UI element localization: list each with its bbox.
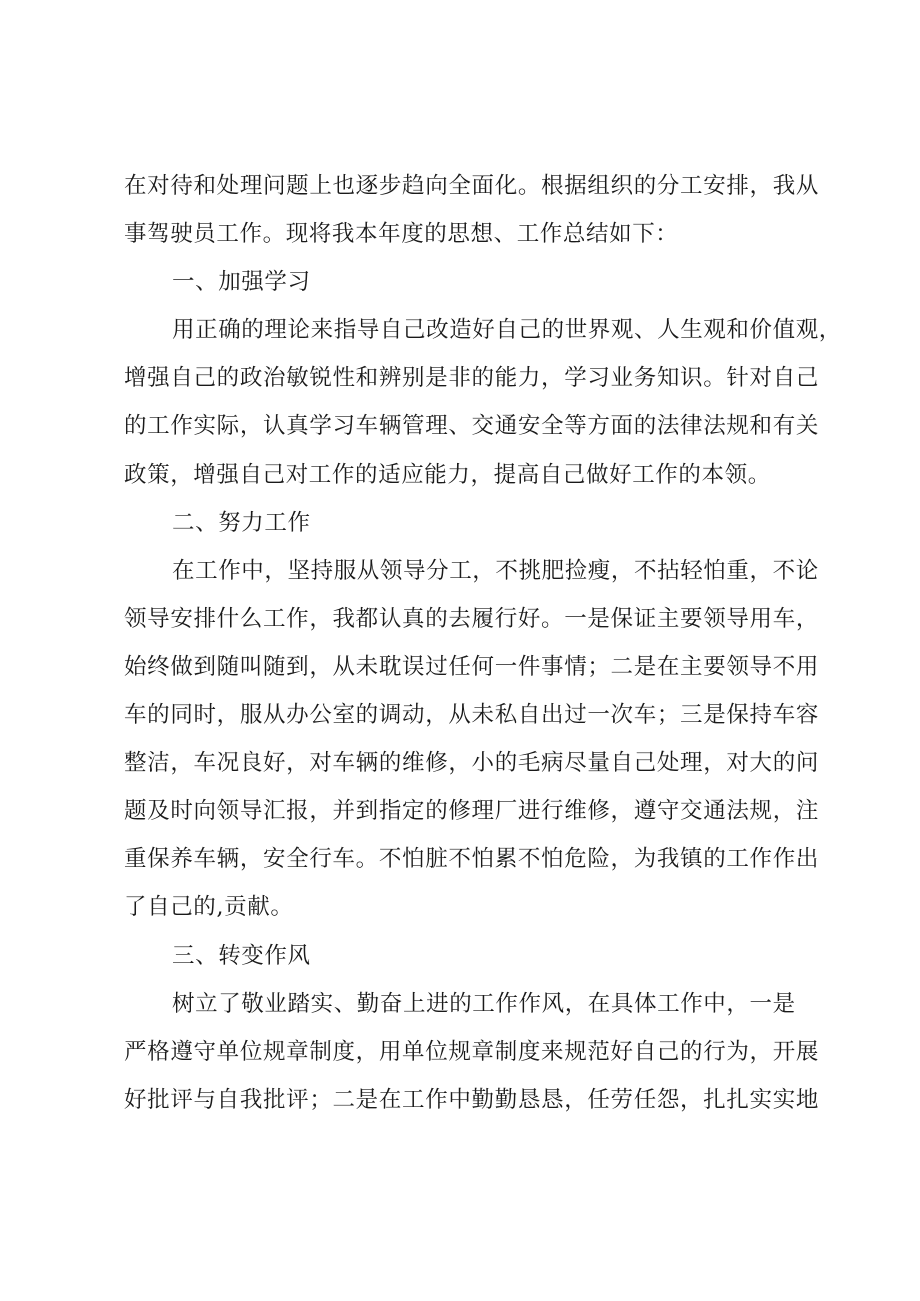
document-body (124, 162, 842, 1124)
section-heading-1: 一、加强学习 (172, 269, 311, 296)
section2-line-3: 始终做到随叫随到，从未耽误过任何一件事情；二是在主要领导不用 (124, 653, 819, 680)
section2-line-1: 在工作中，坚持服从领导分工，不挑肥捡瘦，不拈轻怕重，不论 (172, 557, 819, 584)
section1-line-1: 用正确的理论来指导自己改造好自己的世界观、人生观和价值观， (172, 317, 842, 344)
section2-line-8: 了自己的,贡献。 (124, 894, 294, 921)
intro-line-1: 在对待和处理问题上也逐步趋向全面化。根据组织的分工安排，我从 (124, 173, 819, 199)
section2-line-6: 题及时向领导汇报，并到指定的修理厂进行维修，遵守交通法规，注 (124, 798, 819, 825)
section1-line-3: 的工作实际，认真学习车辆管理、交通安全等方面的法律法规和有关 (124, 413, 819, 440)
section3-line-3: 好批评与自我批评；二是在工作中勤勤恳恳，任劳任怨，扎扎实实地 (124, 1086, 819, 1113)
intro-line-2: 事驾驶员工作。现将我本年度的思想、工作总结如下： (124, 221, 679, 248)
section2-line-2: 领导安排什么工作，我都认真的去履行好。一是保证主要领导用车， (124, 605, 819, 632)
section1-line-2: 增强自己的政治敏锐性和辨别是非的能力，学习业务知识。针对自己 (124, 365, 819, 392)
section1-line-4: 政策，增强自己对工作的适应能力，提高自己做好工作的本领。 (124, 461, 771, 488)
section3-line-2: 严格遵守单位规章制度，用单位规章制度来规范好自己的行为，开展 (124, 1038, 819, 1065)
section3-line-1: 树立了敬业踏实、勤奋上进的工作作风，在具体工作中，一是 (172, 990, 796, 1017)
section-heading-3: 三、转变作风 (172, 942, 311, 969)
section2-line-4: 车的同时，服从办公室的调动，从未私自出过一次车；三是保持车容 (124, 702, 819, 729)
section2-line-7: 重保养车辆，安全行车。不怕脏不怕累不怕危险，为我镇的工作作出 (124, 846, 819, 873)
section2-line-5: 整洁，车况良好，对车辆的维修，小的毛病尽量自己处理，对大的问 (124, 750, 819, 777)
section-heading-2: 二、努力工作 (172, 509, 311, 536)
